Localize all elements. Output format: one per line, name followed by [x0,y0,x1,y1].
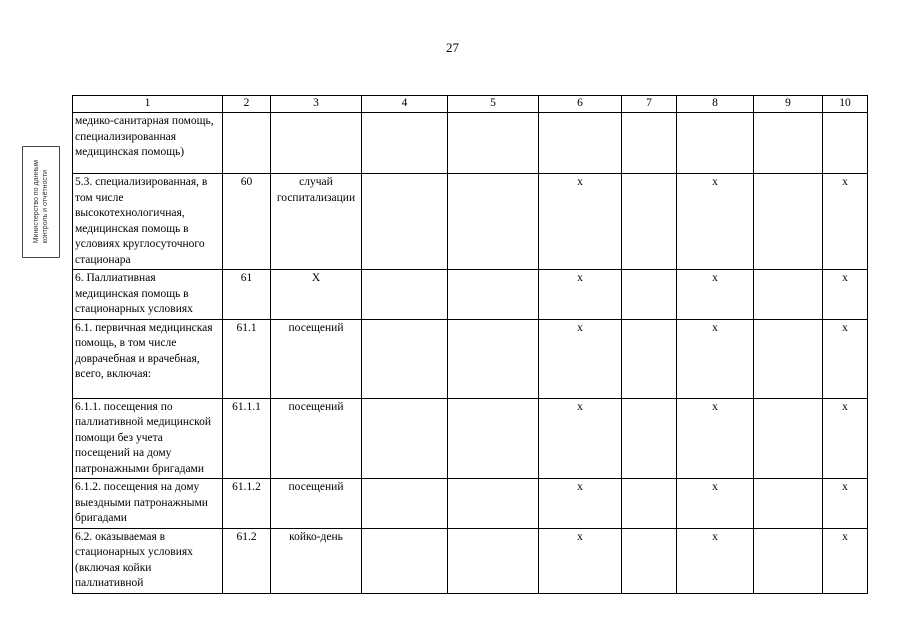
table-cell: х [539,479,622,529]
table-cell [448,398,539,479]
table-cell [622,398,677,479]
table-cell [362,174,448,270]
table-cell: 61.1 [223,319,271,398]
table-cell [622,319,677,398]
table-row [73,398,868,479]
row-label-cell: 6. Паллиативная медицинская помощь в стационарных условиях [73,270,223,320]
table-cell: х [823,270,868,320]
table-cell [622,528,677,593]
table-cell [362,113,448,174]
table-cell: х [539,270,622,320]
table-row [73,174,868,270]
table-cell [539,113,622,174]
table-cell [362,398,448,479]
table-cell: 61.1.1 [223,398,271,479]
registration-stamp [22,146,60,258]
table-cell: х [677,528,754,593]
table-cell [362,528,448,593]
table-cell [622,479,677,529]
table-cell: посещений [271,479,362,529]
table-cell: 61.1.2 [223,479,271,529]
table-cell [754,398,823,479]
table-row [73,528,868,593]
row-label-cell: 6.1.1. посещения по паллиативной медицинской помощи без учета посещений на дому патронажными бригадами [73,398,223,479]
header-row [73,96,868,113]
table-cell: х [539,528,622,593]
table-cell: 61.2 [223,528,271,593]
table-cell [754,270,823,320]
table-cell [448,528,539,593]
table-cell: х [823,319,868,398]
row-label-cell: медико-санитарная помощь, специализированная медицинская помощь) [73,113,223,174]
table-cell [448,174,539,270]
table-cell [362,479,448,529]
table-cell: 60 [223,174,271,270]
table-row [73,113,868,174]
table-cell: Х [271,270,362,320]
table-cell [223,113,271,174]
table-cell: х [823,398,868,479]
column-header-7: 7 [622,96,677,113]
row-label-cell: 6.1. первичная медицинская помощь, в том числе доврачебная и врачебная, всего, включая: [73,319,223,398]
table-cell [754,113,823,174]
table-cell: х [677,398,754,479]
page-number: 27 [446,40,459,55]
column-header-9: 9 [754,96,823,113]
table-cell [362,270,448,320]
column-header-8: 8 [677,96,754,113]
table-cell: х [539,319,622,398]
table-row [73,319,868,398]
table-cell [448,113,539,174]
table-cell: х [677,319,754,398]
table-cell [754,479,823,529]
column-header-1: 1 [73,96,223,113]
table-cell [622,270,677,320]
row-label-cell: 6.2. оказываемая в стационарных условиях (включая койки паллиативной [73,528,223,593]
table-cell [622,113,677,174]
table-row [73,270,868,320]
table-cell: х [539,174,622,270]
table-row [73,479,868,529]
table-cell: койко-день [271,528,362,593]
column-header-10: 10 [823,96,868,113]
table-cell [823,113,868,174]
table-cell [754,528,823,593]
column-header-4: 4 [362,96,448,113]
table-cell [448,319,539,398]
table-cell [754,174,823,270]
report-table [72,95,868,594]
column-header-5: 5 [448,96,539,113]
table-cell [754,319,823,398]
table-cell [677,113,754,174]
table-cell: х [823,174,868,270]
table-cell: х [823,479,868,529]
table-cell: х [677,174,754,270]
column-header-3: 3 [271,96,362,113]
table-cell: посещений [271,398,362,479]
column-header-2: 2 [223,96,271,113]
table-cell: случай госпитализации [271,174,362,270]
row-label-cell: 5.3. специализированная, в том числе высокотехнологичная, медицинская помощь в условиях круглосуточного стационара [73,174,223,270]
table-cell: х [539,398,622,479]
row-label-cell: 6.1.2. посещения на дому выездными патронажными бригадами [73,479,223,529]
table-cell [448,479,539,529]
table-cell: 61 [223,270,271,320]
column-header-6: 6 [539,96,622,113]
table-cell: посещений [271,319,362,398]
stamp-text: Министерство по данным контроль и отчётности [33,160,49,244]
table-cell [362,319,448,398]
table-cell: х [823,528,868,593]
table-cell [271,113,362,174]
table-cell: х [677,479,754,529]
table-cell [622,174,677,270]
table-cell: х [677,270,754,320]
table-cell [448,270,539,320]
table-body [73,113,868,594]
